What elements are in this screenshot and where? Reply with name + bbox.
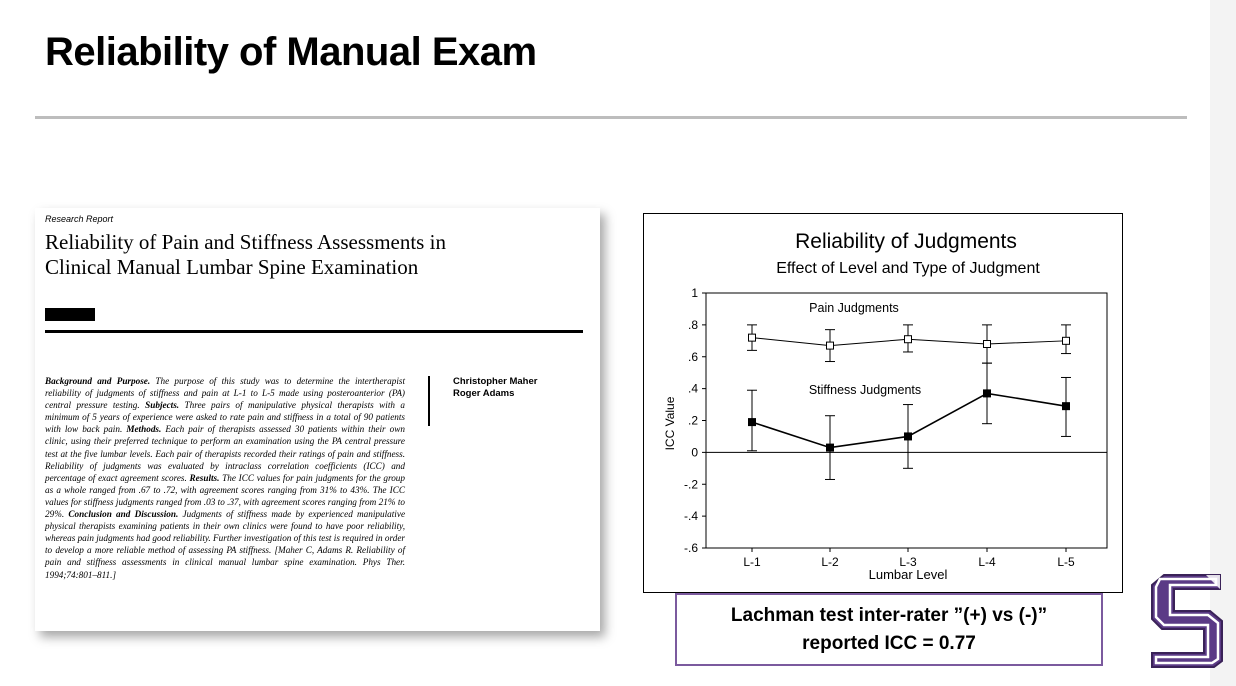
stiffness-data-point <box>826 444 834 452</box>
paper-excerpt-image <box>35 208 600 631</box>
x-tick-label: L-5 <box>1057 555 1075 569</box>
author-name: Roger Adams <box>453 388 515 399</box>
abstract-section-text: Each pair of therapists assessed 30 patients within their own clinic, using their preferred technique to perform an examination using the PA central pressure test at the five lumbar levels. Each pair of therapists recorded their ratings of pain and stiffness. Reliability of judgments was evaluated by intraclass correlation coefficients (ICC) and percentage of exact agreement scores. <box>45 424 406 483</box>
pain-data-point <box>984 341 991 348</box>
abstract-section-text: The ICC values for pain judgments for the group as a whole ranged from .67 to .72, with agreement scores ranging from 31% to 43%. The ICC values for stiffness judgments ranged from .03 to .37, with agreement scores ranging from 21% to 29%. <box>45 472 405 520</box>
author-divider <box>428 376 430 426</box>
y-tick-label: .4 <box>687 381 698 396</box>
y-axis-label: ICC Value <box>663 396 677 451</box>
x-tick-label: L-3 <box>899 555 917 569</box>
callout-line-2: reported ICC = 0.77 <box>802 632 976 654</box>
abstract-section-text: Judgments of stiffness made by experienced manipulative physical therapists examining patients in their own clinics were found to have poor reliability, whereas pain judgments had good reliability. Further investigation of this test is required in order to develop a more reliable method of assessing PA stiffness. [Maher C, Adams R. Reliability of pain and stiffness assessments in clinical manual lumbar spine examination. Phys Ther. 1994;74:801–811.] <box>45 509 406 580</box>
abstract-section-heading: Background and Purpose. <box>45 376 151 386</box>
slide-title: Reliability of Manual Exam <box>45 30 537 74</box>
pain-data-point <box>1063 337 1070 344</box>
y-tick-label: .2 <box>687 413 698 428</box>
y-tick-label: 1 <box>691 286 698 300</box>
icc-chart-panel <box>643 213 1123 593</box>
paper-abstract <box>45 375 405 581</box>
abstract-section-heading: Results. <box>189 472 220 483</box>
series-label-pain: Pain Judgments <box>809 301 899 315</box>
pain-data-point <box>827 342 834 349</box>
x-tick-label: L-2 <box>821 555 839 569</box>
chart-title: Reliability of Judgments <box>795 230 1017 253</box>
y-tick-label: .8 <box>687 317 698 332</box>
y-tick-label: -.4 <box>683 509 698 524</box>
pain-data-point <box>905 336 912 343</box>
abstract-section-heading: Conclusion and Discussion. <box>68 509 179 520</box>
stiffness-data-point <box>904 432 912 440</box>
callout-line-1: Lachman test inter-rater ”(+) vs (-)” <box>730 604 1048 626</box>
y-tick-label: -.6 <box>683 541 698 555</box>
university-s-logo-icon <box>1150 573 1224 669</box>
stiffness-data-point <box>1062 402 1070 410</box>
y-tick-label: .6 <box>687 349 698 364</box>
abstract-section-heading: Subjects. <box>145 400 180 411</box>
paper-section-label: Research Report <box>45 214 114 224</box>
stiffness-data-point <box>748 418 756 426</box>
x-tick-label: L-1 <box>743 555 761 569</box>
lachman-callout <box>675 593 1103 666</box>
x-tick-label: L-4 <box>978 555 996 569</box>
paper-header-rule <box>45 330 583 333</box>
y-tick-label: -.2 <box>683 477 698 492</box>
pain-data-point <box>749 334 756 341</box>
author-name: Christopher Maher <box>453 376 538 387</box>
series-label-stiffness: Stiffness Judgments <box>808 383 922 397</box>
abstract-section-text: Three pairs of manipulative physical therapists with a minimum of 5 years of experience were asked to rate pain and stiffness in a total of 90 patients with low back pain. <box>45 400 406 435</box>
title-divider <box>35 116 1187 119</box>
plot-frame <box>706 293 1107 548</box>
stiffness-data-point <box>983 389 991 397</box>
paper-title-line-1: Reliability of Pain and Stiffness Assessments in <box>45 230 446 254</box>
paper-title-line-2: Clinical Manual Lumbar Spine Examination <box>45 255 419 279</box>
x-axis-label: Lumbar Level <box>868 567 948 582</box>
redaction-bar <box>45 308 95 321</box>
paper-title <box>45 230 565 280</box>
abstract-section-heading: Methods. <box>126 424 162 435</box>
abstract-section-text: The purpose of this study was to determine the intertherapist reliability of judgments of stiffness and pain at L-1 to L-5 made using posteroanterior (PA) central pressure testing. <box>45 376 406 411</box>
icc-chart <box>644 214 1122 592</box>
paper-authors <box>453 376 537 400</box>
y-tick-label: 0 <box>691 445 698 460</box>
chart-subtitle: Effect of Level and Type of Judgment <box>776 260 1040 277</box>
